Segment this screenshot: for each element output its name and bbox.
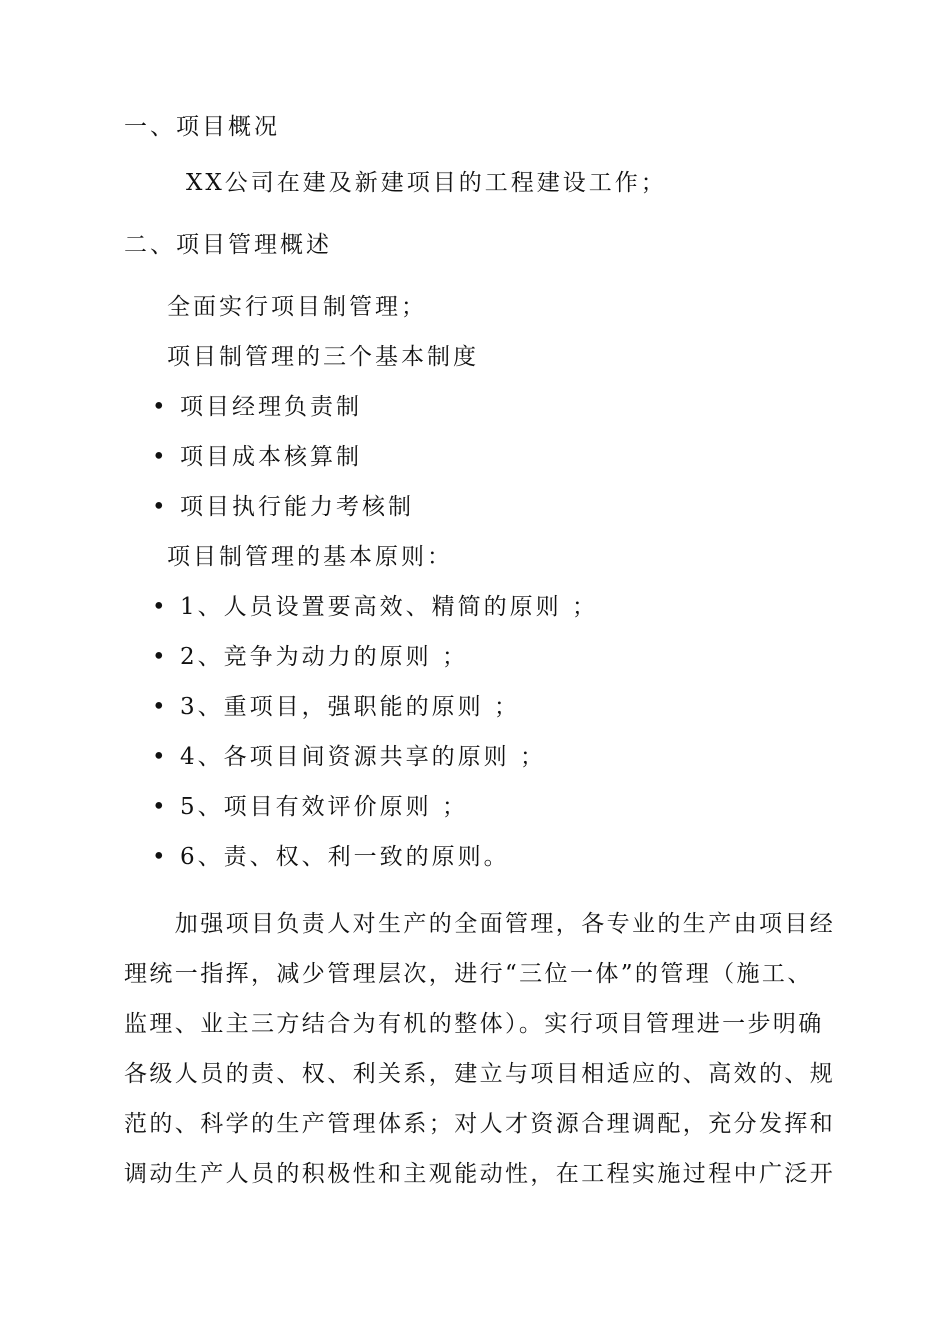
principle-item: 6、责、权、利一致的原则。: [180, 844, 510, 870]
bullet-icon: •: [152, 644, 166, 670]
body-paragraph-line: 监理、业主三方结合为有机的整体）。实行项目管理进一步明确: [124, 1011, 824, 1037]
system-item: 项目经理负责制: [180, 394, 362, 420]
body-paragraph-line: 加强项目负责人对生产的全面管理，各专业的生产由项目经: [124, 911, 836, 937]
principle-item: 5、项目有效评价原则 ；: [180, 794, 468, 820]
list-item: [152, 692, 520, 722]
list-item: [152, 842, 510, 872]
list-item: [152, 442, 362, 472]
list-item: [152, 792, 468, 822]
body-paragraph-line: 各级人员的责、权、利关系，建立与项目相适应的、高效的、规: [124, 1061, 836, 1087]
bullet-icon: •: [152, 844, 166, 870]
section-1-heading: 一、项目概况: [124, 114, 280, 140]
bullet-icon: •: [152, 744, 166, 770]
principle-item: 2、竞争为动力的原则 ；: [180, 644, 468, 670]
section-1-text: XX公司在建及新建项目的工程建设工作；: [186, 170, 667, 196]
bullet-icon: •: [152, 694, 166, 720]
body-paragraph-line: 理统一指挥，减少管理层次，进行“三位一体”的管理（施工、: [124, 961, 813, 987]
list-item: [152, 642, 468, 672]
principles-title: 项目制管理的基本原则：: [167, 544, 453, 570]
principle-item: 1、人员设置要高效、精简的原则 ；: [180, 594, 598, 620]
list-item: [152, 492, 414, 522]
system-item: 项目执行能力考核制: [180, 494, 414, 520]
list-item: [152, 742, 546, 772]
bullet-icon: •: [152, 444, 166, 470]
body-paragraph-line: 调动生产人员的积极性和主观能动性，在工程实施过程中广泛开: [124, 1161, 836, 1187]
bullet-icon: •: [152, 594, 166, 620]
list-item: [152, 392, 362, 422]
principle-item: 4、各项目间资源共享的原则 ；: [180, 744, 546, 770]
systems-title: 项目制管理的三个基本制度: [167, 344, 479, 370]
bullet-icon: •: [152, 494, 166, 520]
list-item: [152, 592, 598, 622]
body-paragraph-line: 范的、科学的生产管理体系；对人才资源合理调配，充分发挥和: [124, 1111, 836, 1137]
section-2-heading: 二、项目管理概述: [124, 232, 332, 258]
bullet-icon: •: [152, 794, 166, 820]
bullet-icon: •: [152, 394, 166, 420]
section-2-intro: 全面实行项目制管理；: [167, 294, 427, 320]
system-item: 项目成本核算制: [180, 444, 362, 470]
principle-item: 3、重项目，强职能的原则 ；: [180, 694, 520, 720]
